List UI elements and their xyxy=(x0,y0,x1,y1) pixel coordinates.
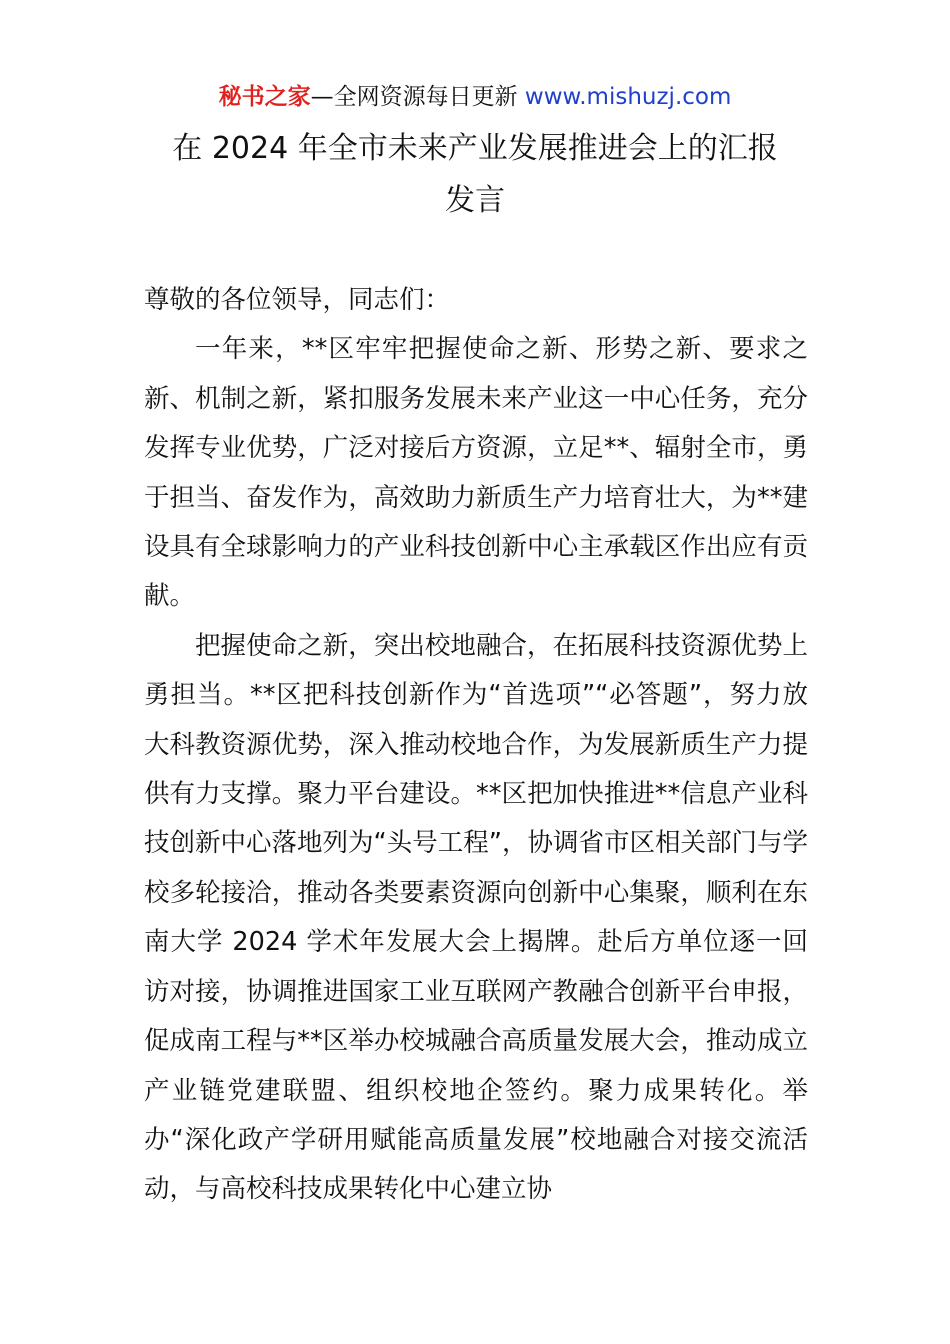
title-line-2: 发言 xyxy=(445,183,505,218)
document-body xyxy=(144,276,808,1215)
header-tagline: —全网资源每日更新 xyxy=(310,84,525,110)
site-url-link[interactable]: www.mishuzj.com xyxy=(524,84,732,110)
brand-name: 秘书之家 xyxy=(218,84,311,110)
title-line-1: 在 2024 年全市未来产业发展推进会上的汇报 xyxy=(172,131,778,166)
paragraph-1: 一年来，**区牢牢把握使命之新、形势之新、要求之新、机制之新，紧扣服务发展未来产业这一中心任务，充分发挥专业优势，广泛对接后方资源，立足**、辐射全市，勇于担当、奋发作为，高效助力新质生产力培育壮大，为**建设具有全球影响力的产业科技创新中心主承载区作出应有贡献。 xyxy=(144,334,808,612)
document-title xyxy=(0,123,950,227)
paragraph-2: 把握使命之新，突出校地融合，在拓展科技资源优势上勇担当。**区把科技创新作为“首选项”“必答题”，努力放大科教资源优势，深入推动校地合作，为发展新质生产力提供有力支撑。聚力平台建设。**区把加快推进**信息产业科技创新中心落地列为“头号工程”，协调省市区相关部门与学校多轮接洽，推动各类要素资源向创新中心集聚，顺利在东南大学 2024 学术年发展大会上揭牌。赴后方单位逐一回访对接，协调推进国家工业互联网产教融合创新平台申报，促成南工程与**区举办校城融合高质量发展大会，推动成立产业链党建联盟、组织校地企签约。聚力成果转化。举办“深化政产学研用赋能高质量发展”校地融合对接交流活动，与高校科技成果转化中心建立协 xyxy=(144,630,808,1205)
site-header xyxy=(0,80,950,114)
salutation: 尊敬的各位领导，同志们： xyxy=(144,285,451,315)
